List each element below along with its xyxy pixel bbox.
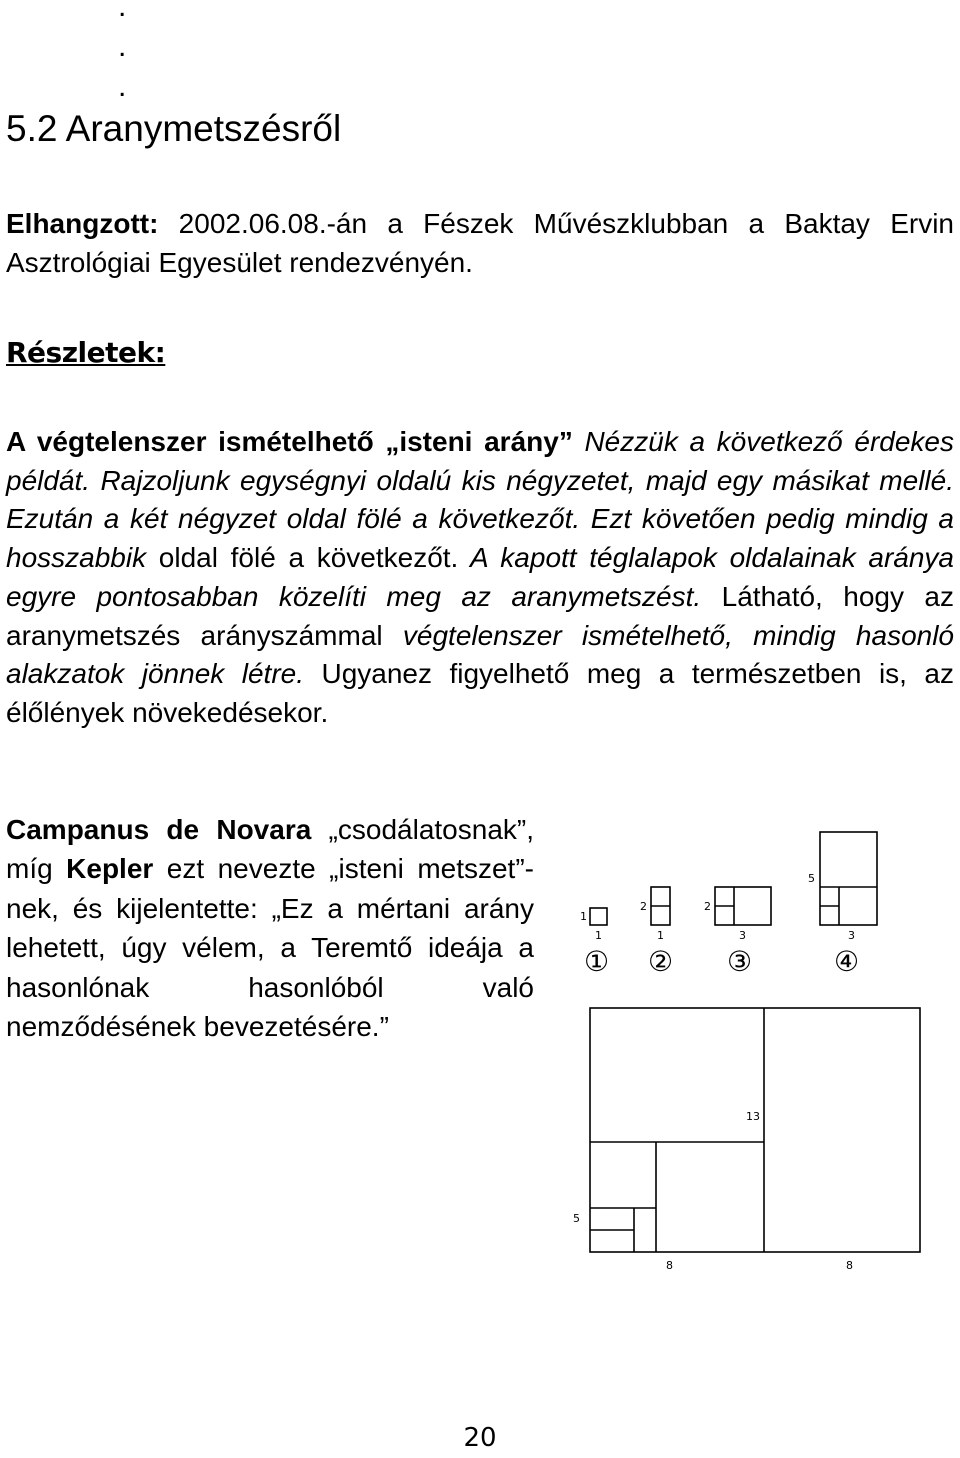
label-side: 1 — [580, 910, 587, 923]
body-italic-3: végtelenszer ismételhető, mindig hasonló alakzatok jönnek létre. — [6, 619, 955, 690]
label-bottom: 1 — [657, 929, 664, 942]
body-italic-1: Nézzük a következő érdekes példát. Rajzoljunk egységnyi oldalú kis négyzetet, majd egy másikat mellé. Ezután a két négyzet oldal fölé a következőt. Ezt követően pedig mindig a hosszabbik — [6, 426, 954, 574]
large-golden-rectangle — [590, 1008, 920, 1252]
quote-name-kepler: Kepler — [66, 853, 154, 885]
quote-name-campanus: Campanus de Novara — [6, 814, 312, 845]
golden-rectangle-figure — [556, 808, 956, 1274]
ellipsis-dot: . — [118, 0, 127, 23]
section-heading: 5.2 Aranymetszésről — [6, 108, 342, 149]
label-side: 13 — [746, 1110, 760, 1123]
quote-paragraph — [6, 810, 534, 1046]
intro-label: Elhangzott: — [6, 208, 159, 239]
page-number: 20 — [463, 1423, 497, 1453]
label-bottom: 3 — [848, 929, 855, 942]
intro-paragraph — [6, 205, 954, 282]
label-bottom: 3 — [739, 929, 746, 942]
body-text-3: Ugyanez figyelhető meg a természetben is, az élőlények növekedésekor. — [6, 658, 954, 728]
ellipsis-dot: . — [118, 30, 127, 63]
label-side: 2 — [640, 900, 647, 913]
body-text-2: Látható, hogy az aranymetszés arányszámmal — [6, 580, 955, 651]
body-paragraph — [6, 423, 954, 733]
body-bold-lead: A végtelenszer ismételhető „isteni arány” — [6, 426, 573, 457]
details-label: Részletek: — [6, 336, 166, 369]
label-side: 2 — [704, 900, 711, 913]
label-bottom: 1 — [595, 929, 602, 942]
intro-text: 2002.06.08.-án a Fészek Művészklubban a Baktay Ervin Asztrológiai Egyesület rendezvényén. — [6, 208, 954, 278]
quote-text-1: „csodálatosnak”, míg — [6, 814, 534, 885]
body-text-1: oldal fölé a következőt. — [146, 542, 459, 574]
rect-step4 — [820, 832, 877, 925]
ellipsis-dot: . — [118, 70, 127, 103]
label-side: 5 — [808, 872, 815, 885]
square-1 — [590, 908, 607, 925]
label-side: 5 — [573, 1212, 580, 1225]
label-bottom: 8 — [666, 1259, 673, 1272]
step-number-4: ④ — [834, 945, 860, 978]
step-number-1: ① — [584, 945, 610, 978]
body-italic-2: A kapott téglalapok oldalainak aránya egyre pontosabban közelíti meg az aranymetszést. — [6, 542, 954, 612]
quote-text-2: ezt nevezte „isteni metszet”-nek, és kijelentette: „Ez a mértani arány lehetett, úgy vélem, a Teremtő ideája a hasonlónak hasonlóból való nemződésének bevezetésére.” — [6, 853, 534, 1043]
label-bottom: 8 — [846, 1259, 853, 1272]
step-number-2: ② — [648, 945, 674, 978]
step-number-3: ③ — [727, 945, 753, 978]
